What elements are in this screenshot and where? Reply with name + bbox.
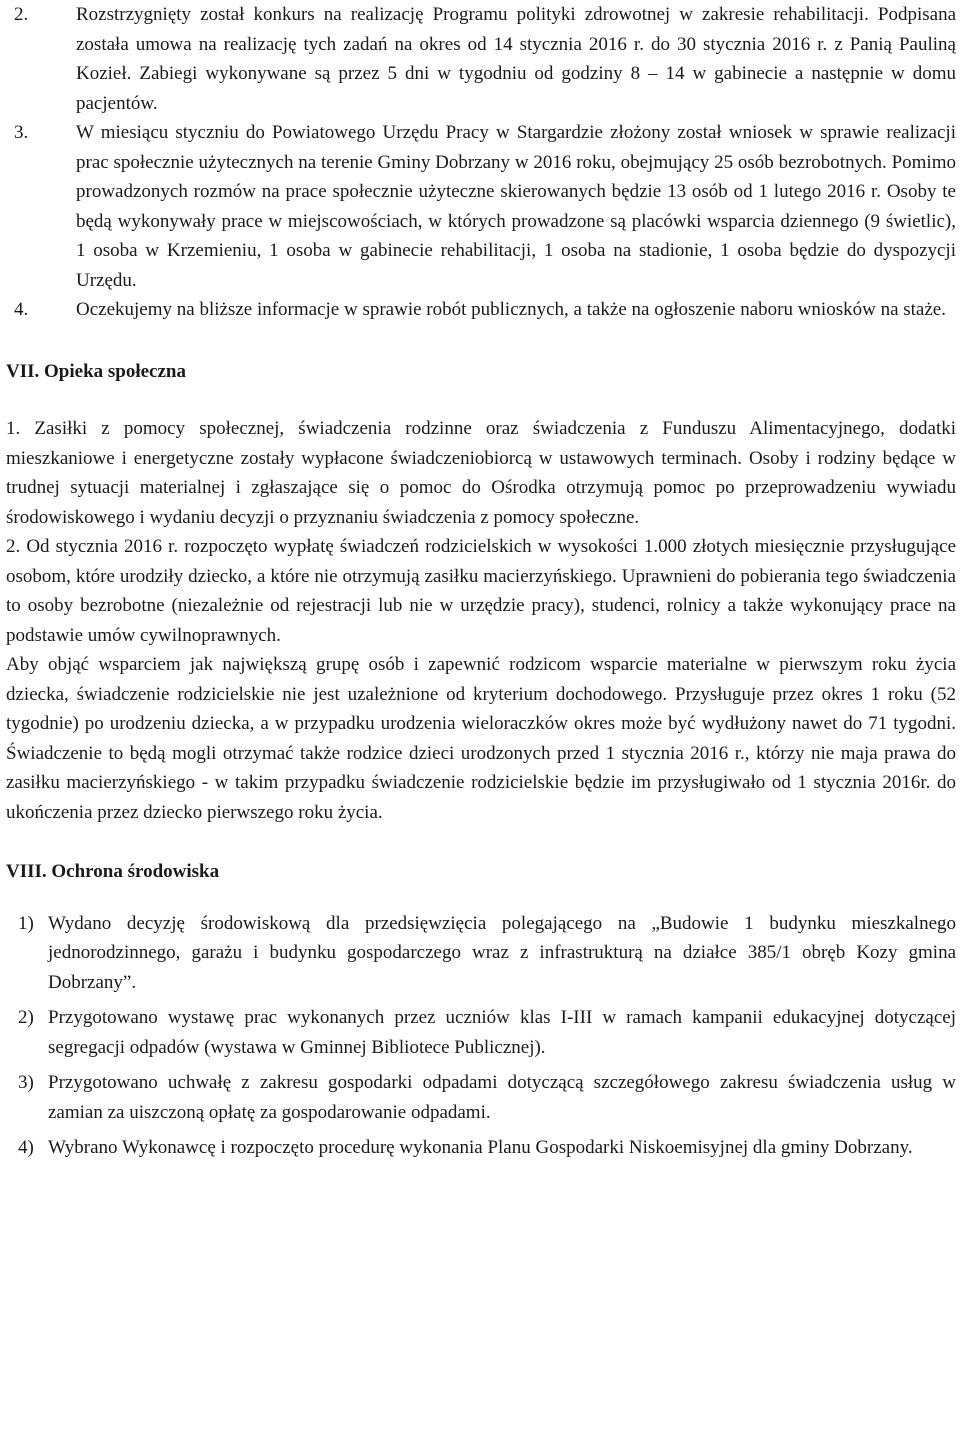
list-item-text: W miesiącu styczniu do Powiatowego Urzędu Pracy w Stargardzie złożony został wniosek w sprawie realizacji prac społecznie użytecznych na terenie Gminy Dobrzany w 2016 roku, obejmujący 25 osób bezrobotnych. Pomimo prowadzonych rozmów na prace społecznie użyteczne skierowanych będzie 13 osób od 1 lutego 2016 r. Osoby te będą wykonywały prace w miejscowościach, w których prowadzone są placówki wsparcia dziennego (9 świetlic), 1 osoba w Krzemieniu, 1 osoba w gabinecie rehabilitacji, 1 osoba na stadionie, 1 osoba będzie do dyspozycji Urzędu. [76, 122, 956, 291]
list-item-text: Przygotowano wystawę prac wykonanych przez uczniów klas I-III w ramach kampanii edukacyjnej dotyczącej segregacji odpadów (wystawa w Gminnej Bibliotece Publicznej). [48, 1007, 956, 1058]
list-item-number: 2. [14, 4, 29, 25]
list-item-text: Wydano decyzję środowiskową dla przedsięwzięcia polegającego na „Budowie 1 budynku mieszkalnego jednorodzinnego, garażu i budynku gospodarczego wraz z infrastrukturą na działce 385/1 obręb Kozy gmina Dobrzany”. [48, 912, 956, 993]
list-item-text: Oczekujemy na bliższe informacje w sprawie robót publicznych, a także na ogłoszenie naboru wniosków na staże. [76, 299, 946, 320]
list-item-number: 4) [18, 1137, 34, 1158]
list-item [18, 909, 956, 998]
section-heading-social-care: VII. Opieka społeczna [6, 360, 186, 382]
environment-list [6, 909, 956, 1163]
list-item [18, 1068, 956, 1127]
paragraph: 2. Od stycznia 2016 r. rozpoczęto wypłatę świadczeń rodzicielskich w wysokości 1.000 złotych miesięcznie przysługujące osobom, które urodziły dziecko, a które nie otrzymują zasiłku macierzyńskiego. Uprawnieni do pobierania tego świadczenia to osoby bezrobotne (niezależnie od rejestracji lub nie w urzędzie pracy), studenci, rolnicy a także wykonujący prace na podstawie umów cywilnoprawnych. [6, 536, 956, 646]
list-item-number: 2) [18, 1007, 34, 1028]
list-item [14, 118, 956, 295]
list-item-text: Wybrano Wykonawcę i rozpoczęto procedurę wykonania Planu Gospodarki Niskoemisyjnej dla gminy Dobrzany. [48, 1137, 913, 1158]
section-heading-environment: VIII. Ochrona środowiska [6, 861, 220, 882]
list-item [14, 295, 956, 325]
list-item-number: 3. [14, 122, 29, 143]
paragraph: Aby objąć wsparciem jak największą grupę osób i zapewnić rodzicom wsparcie materialne w pierwszym roku życia dziecka, świadczenie rodzicielskie nie jest uzależnione od kryterium dochodowego. Przysługuje przez okres 1 roku (52 tygodnie) po urodzeniu dziecka, a w przypadku urodzenia wieloraczków okres może być wydłużony nawet do 71 tygodni. Świadczenie to będą mogli otrzymać także rodzice dzieci urodzonych przed 1 stycznia 2016 r., którzy nie maja prawa do zasiłku macierzyńskiego - w takim przypadku świadczenie rodzicielskie będzie im przysługiwało od 1 stycznia 2016r. do ukończenia przez dziecko pierwszego roku życia. [6, 654, 956, 823]
paragraph: 1. Zasiłki z pomocy społecznej, świadczenia rodzinne oraz świadczenia z Funduszu Alimentacyjnego, dodatki mieszkaniowe i energetyczne zostały wypłacone świadczeniobiorcą w ustawowych terminach. Osoby i rodziny będące w trudnej sytuacji materialnej i zgłaszające się o pomoc do Ośrodka otrzymują pomoc po przeprowadzeniu wywiadu środowiskowego i wydaniu decyzji o przyznaniu świadczenia z pomocy społeczne. [6, 418, 956, 528]
list-item-number: 1) [18, 912, 34, 934]
list-item [18, 1003, 956, 1062]
list-item-number: 3) [18, 1072, 34, 1093]
top-numbered-list [6, 0, 956, 325]
list-item-number: 4. [14, 299, 29, 320]
list-item-text: Przygotowano uchwałę z zakresu gospodarki odpadami dotyczącą szczegółowego zakresu świadczenia usług w zamian za uiszczoną opłatę za gospodarowanie odpadami. [48, 1072, 956, 1123]
list-item [18, 1133, 956, 1163]
list-item [14, 0, 956, 118]
list-item-text: Rozstrzygnięty został konkurs na realizację Programu polityki zdrowotnej w zakresie rehabilitacji. Podpisana została umowa na realizację tych zadań na okres od 14 stycznia 2016 r. do 30 stycznia 2016 r. z Panią Pauliną Kozieł. Zabiegi wykonywane są przez 5 dni w tygodniu od godziny 8 – 14 w gabinecie a następnie w domu pacjentów. [76, 4, 956, 114]
